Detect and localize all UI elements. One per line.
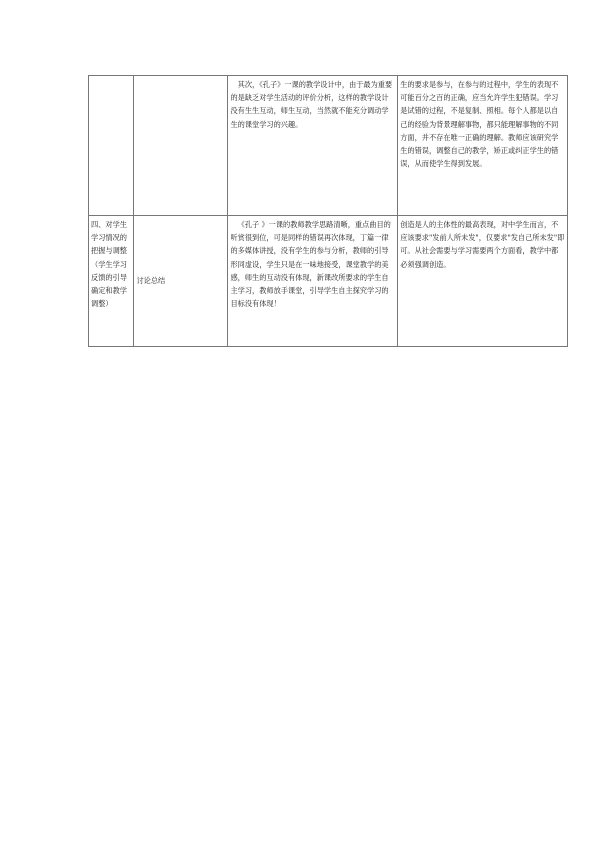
table-cell-method: [134, 76, 228, 216]
table-row: [89, 76, 568, 216]
table-cell-category: [89, 76, 134, 216]
table-cell-category: 四、对学生学习情况的把握与调整（学生学习反馈的引导确定和教学调整）: [89, 216, 134, 347]
table-row: [89, 216, 568, 347]
table-cell-method: 讨论总结: [134, 216, 228, 347]
table-cell-analysis: 《孔子 》一课的教师教学思路清晰，重点曲目的听赏很到位，可是同样的错误再次体现，丁篇一律的多媒体讲授，没有学生的参与分析，教师的引导形同虚设，学生只是在一味地接受，课堂教学的美感，师生的互动没有体现，新课改所要求的学生自主学习，教师放手课堂，引导学生自主探究学习的目标没有体现！: [228, 216, 398, 347]
table-cell-reflection: 生的要求是参与，在参与的过程中，学生的表现不可能百分之百的正确，应当允许学生犯错误。学习是试错的过程，不是复制、照相。每个人都是以自己的经验为背景理解事物，都只能理解事物的不同方面，并不存在唯一正确的理解。教师应该研究学生的错误，调整自己的教学，矫正或纠正学生的错误，从而使学生得到发展。: [398, 76, 568, 216]
table-cell-analysis: 其次，《孔子》一课的教学设计中，由于最为重要的是缺乏对学生活动的评价分析，这样的教学设计没有生生互动，师生互动，当然就不能充分调动学生的课堂学习的兴趣。: [228, 76, 398, 216]
evaluation-table: [88, 75, 568, 347]
table-cell-reflection: 创造是人的主体性的最高表现，对中学生而言，不应该要求"发前人所未发"，仅要求"发自己所未发"即可。从社会需要与学习需要两个方面看，教学中都必须强调创造。: [398, 216, 568, 347]
